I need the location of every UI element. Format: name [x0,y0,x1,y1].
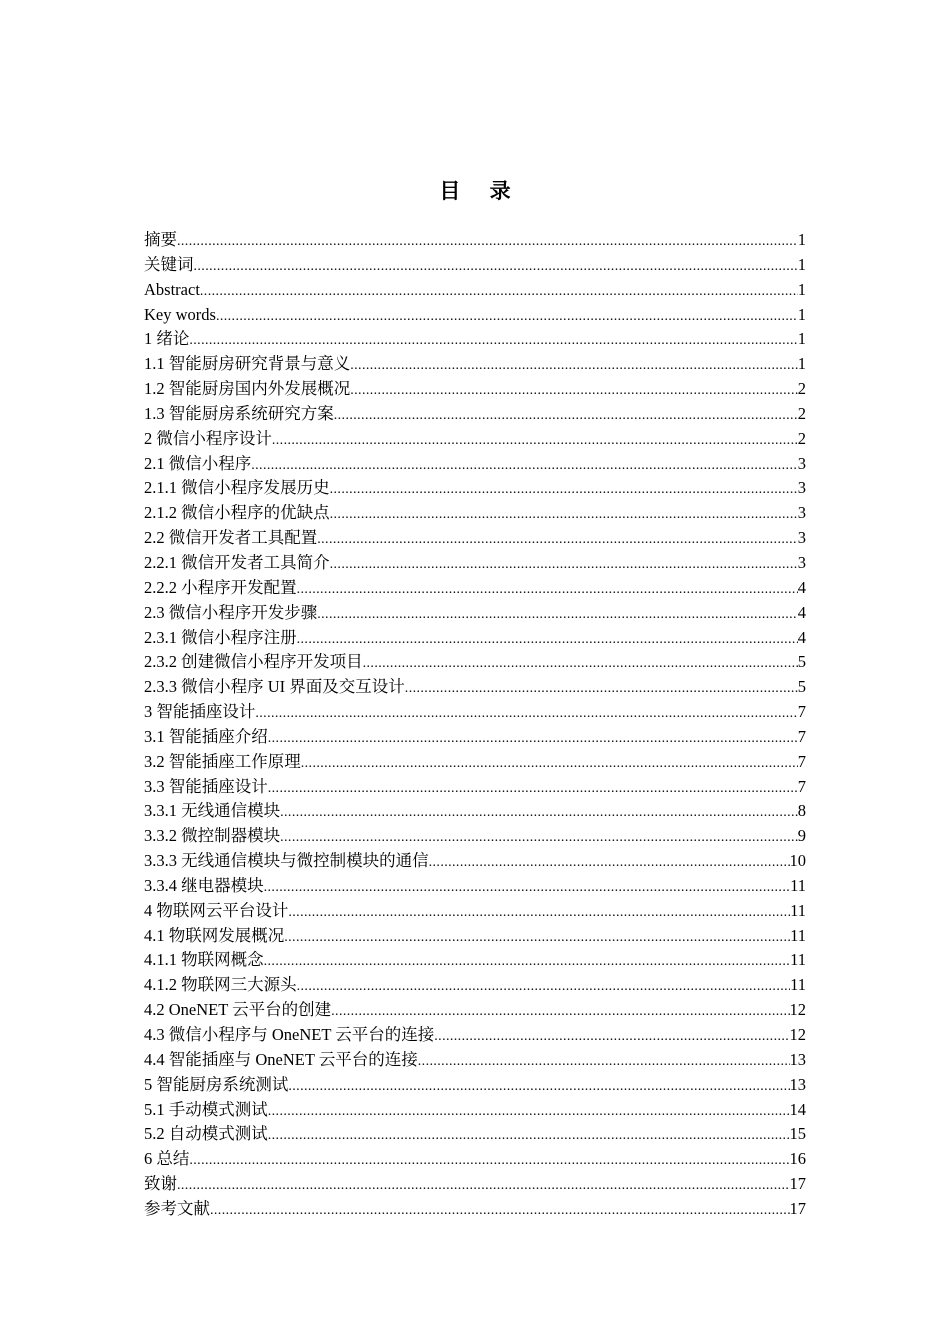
toc-entry[interactable] [144,725,806,750]
toc-entry[interactable] [144,899,806,924]
toc-entry-page-number: 13 [789,1049,806,1069]
toc-dot-leader [177,230,798,253]
toc-entry[interactable] [144,501,806,526]
toc-entry[interactable] [144,700,806,725]
toc-entry-page-number: 1 [797,230,806,249]
toc-entry[interactable] [144,973,806,998]
toc-entry[interactable] [144,874,806,899]
toc-entry-label: 2.2.1 微信开发者工具简介 [144,552,330,572]
toc-dot-leader [264,876,790,899]
toc-entry-label: 2.1 微信小程序 [144,453,252,473]
toc-dot-leader [288,901,790,924]
toc-dot-leader [434,1025,789,1048]
toc-entry-page-number: 4 [797,577,806,597]
toc-dot-leader [284,926,790,949]
toc-entry[interactable] [144,576,806,601]
toc-entry-page-number: 11 [790,975,806,995]
toc-entry-page-number: 9 [797,826,806,846]
toc-dot-leader [331,1000,789,1023]
toc-entry[interactable] [144,352,806,377]
toc-entry[interactable] [144,750,806,775]
toc-entry-page-number: 11 [790,950,806,970]
toc-entry[interactable] [144,427,806,452]
toc-entry[interactable] [144,1197,806,1222]
toc-entry-label: 1.3 智能厨房系统研究方案 [144,403,334,423]
toc-entry-page-number: 1 [797,279,806,299]
toc-entry[interactable] [144,551,806,576]
toc-entry-page-number: 11 [790,875,806,895]
toc-entry-label: 4.1.1 物联网概念 [144,950,264,970]
toc-entry[interactable] [144,377,806,402]
toc-dot-leader [189,329,797,352]
toc-entry-page-number: 15 [789,1124,806,1144]
toc-entry-label: 致谢 [144,1174,177,1194]
toc-entry-label: 4.2 OneNET 云平台的创建 [144,1000,332,1020]
toc-dot-leader [317,603,798,626]
toc-entry-label: 1.1 智能厨房研究背景与意义 [144,354,351,374]
toc-dot-leader [251,454,798,477]
toc-entry-label: 1 绪论 [144,329,190,349]
toc-entry-label: 摘要 [144,230,177,249]
toc-entry-label: 2.3 微信小程序开发步骤 [144,602,318,622]
toc-dot-leader [268,1124,790,1147]
toc-dot-leader [288,1075,789,1098]
toc-entry-label: 3 智能插座设计 [144,702,256,722]
toc-entry[interactable] [144,1172,806,1197]
toc-entry-page-number: 14 [789,1099,806,1119]
toc-entry-label: 2.3.3 微信小程序 UI 界面及交互设计 [144,677,405,697]
toc-entry-page-number: 4 [797,602,806,622]
toc-entry-label: 4.1.2 物联网三大源头 [144,975,297,995]
toc-dot-leader [405,677,798,700]
toc-entry-page-number: 17 [789,1198,806,1218]
toc-entry[interactable] [144,303,806,328]
toc-entry-label: 4.1 物联网发展概况 [144,925,285,945]
toc-dot-leader [272,429,798,452]
toc-entry[interactable] [144,253,806,278]
toc-entry-page-number: 1 [797,304,806,324]
toc-entry-page-number: 2 [797,428,806,448]
toc-entry-page-number: 17 [789,1174,806,1194]
toc-dot-leader [255,702,797,725]
toc-entry-label: 2.3.1 微信小程序注册 [144,627,297,647]
toc-entry-page-number: 7 [797,726,806,746]
toc-entry-page-number: 1 [797,354,806,374]
toc-entry-label: 2.2 微信开发者工具配置 [144,528,318,548]
toc-entry-page-number: 2 [797,403,806,423]
toc-entry-label: 参考文献 [144,1198,210,1218]
toc-entry-label: 关键词 [144,254,194,274]
toc-entry-label: 3.3.2 微控制器模块 [144,826,281,846]
toc-dot-leader [330,478,798,501]
toc-entry-page-number: 11 [790,925,806,945]
toc-dot-leader [363,652,798,675]
toc-entry-label: 2.3.2 创建微信小程序开发项目 [144,652,363,672]
toc-entry[interactable] [144,1023,806,1048]
toc-entry-label: Key words [144,304,216,324]
toc-dot-leader [297,975,790,998]
toc-dot-leader [418,1050,790,1073]
toc-entry[interactable] [144,278,806,303]
toc-dot-leader [334,404,798,427]
toc-entry-page-number: 1 [797,254,806,274]
toc-entry-page-number: 5 [797,652,806,672]
toc-entry-label: 2.1.1 微信小程序发展历史 [144,478,330,498]
toc-entry-label: 5.1 手动模式测试 [144,1099,268,1119]
toc-entry-page-number: 10 [789,851,806,871]
toc-entry[interactable] [144,1147,806,1172]
toc-entry-label: 4.4 智能插座与 OneNET 云平台的连接 [144,1049,418,1069]
toc-entry-page-number: 5 [797,677,806,697]
toc-entry-page-number: 1 [797,329,806,349]
toc-dot-leader [264,950,790,973]
toc-entry-page-number: 12 [789,1000,806,1020]
toc-entry[interactable] [144,775,806,800]
toc-entry[interactable] [144,924,806,949]
toc-entry-label: Abstract [144,279,200,299]
toc-entry[interactable] [144,675,806,700]
toc-entry-label: 3.3 智能插座设计 [144,776,268,796]
table-of-contents [144,228,806,1222]
toc-dot-leader [210,1199,790,1222]
toc-entry-label: 5.2 自动模式测试 [144,1124,268,1144]
toc-entry[interactable] [144,526,806,551]
toc-entry[interactable] [144,327,806,352]
toc-dot-leader [200,280,798,303]
toc-entry-page-number: 3 [797,528,806,548]
toc-entry[interactable] [144,948,806,973]
toc-dot-leader [301,752,798,775]
toc-entry[interactable] [144,626,806,651]
toc-dot-leader [177,1174,790,1197]
toc-dot-leader [280,826,798,849]
toc-entry[interactable] [144,650,806,675]
toc-entry[interactable] [144,601,806,626]
toc-entry-label: 3.3.1 无线通信模块 [144,801,281,821]
toc-entry[interactable] [144,1048,806,1073]
toc-entry[interactable] [144,849,806,874]
toc-entry-label: 4 物联网云平台设计 [144,900,289,920]
toc-entry-page-number: 3 [797,478,806,498]
toc-dot-leader [330,553,798,576]
toc-dot-leader [429,851,790,874]
toc-entry[interactable] [144,1122,806,1147]
toc-entry-page-number: 11 [790,900,806,920]
toc-dot-leader [268,777,798,800]
toc-entry[interactable] [144,452,806,477]
toc-dot-leader [268,727,798,750]
toc-entry-label: 3.2 智能插座工作原理 [144,751,301,771]
toc-entry-label: 3.3.4 继电器模块 [144,875,264,895]
toc-entry-page-number: 8 [797,801,806,821]
toc-entry[interactable] [144,1098,806,1123]
toc-entry[interactable] [144,402,806,427]
toc-entry-page-number: 3 [797,503,806,523]
toc-entry-page-number: 3 [797,453,806,473]
toc-dot-leader [194,255,798,278]
toc-entry-page-number: 7 [797,751,806,771]
toc-entry[interactable] [144,799,806,824]
toc-entry-label: 3.3.3 无线通信模块与微控制模块的通信 [144,851,429,871]
toc-entry-label: 6 总结 [144,1149,190,1169]
toc-dot-leader [216,305,798,328]
toc-dot-leader [350,354,798,377]
toc-entry[interactable] [144,998,806,1023]
toc-entry[interactable] [144,1073,806,1098]
toc-dot-leader [317,528,798,551]
toc-dot-leader [350,379,798,402]
toc-entry-page-number: 12 [789,1025,806,1044]
toc-dot-leader [268,1100,790,1123]
toc-entry[interactable] [144,476,806,501]
toc-entry-label: 5 智能厨房系统测试 [144,1074,289,1094]
toc-title: 目 录 [439,179,523,203]
toc-entry-page-number: 2 [797,379,806,399]
toc-entry[interactable] [144,228,806,253]
toc-dot-leader [297,578,798,601]
toc-entry-page-number: 3 [797,552,806,572]
toc-entry-page-number: 7 [797,702,806,722]
toc-entry[interactable] [144,824,806,849]
toc-dot-leader [330,503,798,526]
toc-entry-page-number: 13 [789,1074,806,1094]
toc-entry-label: 2.1.2 微信小程序的优缺点 [144,503,330,523]
toc-entry-label: 3.1 智能插座介绍 [144,726,268,746]
toc-entry-label: 4.3 微信小程序与 OneNET 云平台的连接 [144,1025,435,1044]
toc-entry-label: 1.2 智能厨房国内外发展概况 [144,379,351,399]
toc-dot-leader [189,1149,789,1172]
toc-entry-page-number: 7 [797,776,806,796]
toc-entry-page-number: 4 [797,627,806,647]
toc-dot-leader [280,801,798,824]
toc-dot-leader [297,628,798,651]
toc-entry-label: 2 微信小程序设计 [144,428,272,448]
toc-entry-page-number: 16 [789,1149,806,1169]
toc-entry-label: 2.2.2 小程序开发配置 [144,577,297,597]
